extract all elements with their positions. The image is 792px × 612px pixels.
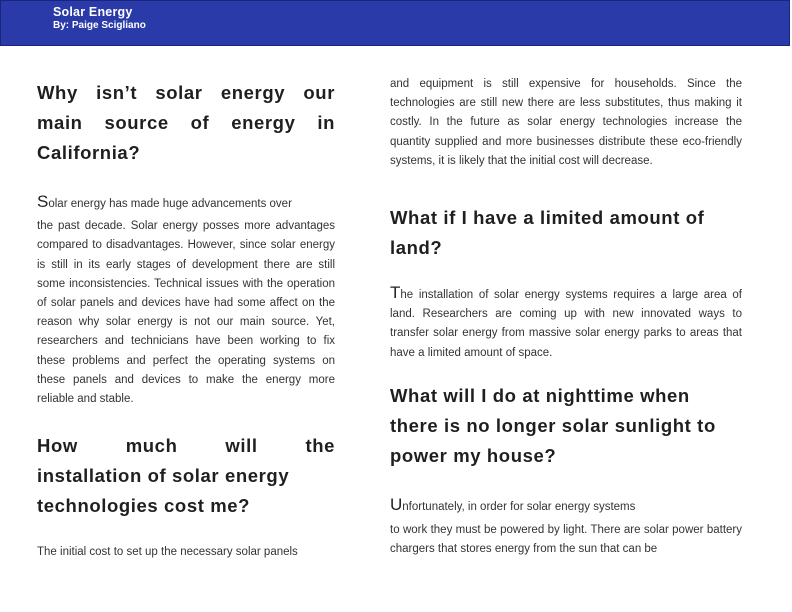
heading-cost-line1: How much will the [37,435,335,457]
nighttime-first-line-text: nfortunately, in order for solar energy systems [402,500,636,513]
page-title: Solar Energy [53,5,133,19]
heading-limited-land: What if I have a limited amount of land? [390,207,705,259]
right-column [390,75,742,559]
header-banner [0,0,790,46]
heading-why-not-main-source: Why isn’t solar energy our main source of energy in California? [37,82,335,163]
left-column [37,78,335,562]
dropcap-s: S [37,192,49,211]
paragraph-intro-first-line [37,192,335,214]
paragraph-nighttime: to work they must be powered by light. There are solar power battery chargers that stores energy from the sun that can be [390,524,742,556]
paragraph-initial-cost: The initial cost to set up the necessary solar panels [37,546,298,559]
paragraph-land [390,283,742,363]
intro-first-line-text: olar energy has made huge advancements over [48,198,292,210]
dropcap-u: U [390,494,403,514]
heading-nighttime: What will I do at nighttime when there is no longer solar sunlight to power my house? [390,384,716,466]
author-byline: By: Paige Scigliano [53,20,146,31]
land-text: he installation of solar energy systems requires a large area of land. Researchers are coming up with new innovated ways to transfer solar energy from massive solar energy parks to areas that have a limited amount of space. [390,289,742,359]
heading-cost-rest: installation of solar energy technologies cost me? [37,465,290,517]
paragraph-cost-continued: and equipment is still expensive for households. Since the technologies are still new there are less substitutes, thus making it costly. In the future as solar energy technologies increase the quantity supplied and more businesses distribute these eco-friendly systems, it is likely that the initial cost will decrease. [390,78,742,167]
dropcap-t: T [390,283,401,303]
paragraph-advancements: the past decade. Solar energy posses more advantages compared to disadvantages. However, since solar energy is still in its early stages of development there are still some inconsistencies. Technical issues with the operation of solar panels and devices have had some affect on the reason why solar energy is not our main source. Yet, researchers and technicians have been working to fix these problems and perfect the operating systems on these panels and devices to make the energy more reliable and stable. [37,220,335,406]
paragraph-nighttime-first-line [390,495,742,517]
